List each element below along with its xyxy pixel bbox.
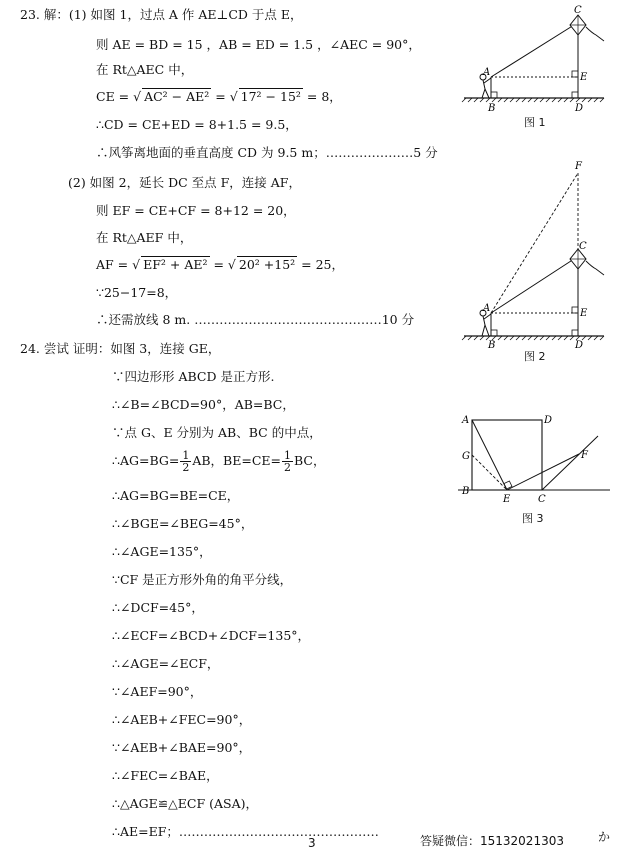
fraction-denominator-2: 2 <box>284 461 291 474</box>
corner-mark: か <box>598 830 611 844</box>
fig2-label-B: B <box>488 340 496 350</box>
fig1-label-B: B <box>488 103 496 114</box>
fig1-label-E: E <box>580 72 588 83</box>
q24-line-18: ∴AE=EF；………………………………………… <box>112 824 379 839</box>
q23-line-1: 23. 解：(1) 如图 1，过点 A 作 AE⊥CD 于点 E， <box>20 7 303 22</box>
q23-line-4: CE = √ AC² − AE² = √ 17² − 15² = 8， <box>96 89 342 104</box>
q23-line-10-lhs: AF = <box>96 257 133 272</box>
fig2-label-D: D <box>575 340 584 350</box>
q24-line-3: ∴∠B=∠BCD=90°，AB=BC， <box>112 397 295 412</box>
fraction-denominator: 2 <box>182 461 190 474</box>
q24-line-5-part-c: BC， <box>294 453 326 468</box>
fig3-label-D: D <box>544 415 553 426</box>
fig3-label-C: C <box>538 494 546 505</box>
q24-line-10: ∴∠DCF=45°， <box>112 600 204 615</box>
q24-line-1: 24. 尝试 证明：如图 3，连接 GE， <box>20 341 221 356</box>
q23-line-12: ∴还需放线 8 m. ………………………………………10 分 <box>96 312 415 327</box>
q23-line-11: ∵25−17=8， <box>96 285 178 300</box>
fig2-label-E: E <box>580 308 588 319</box>
q24-line-8: ∴∠AGE=135°， <box>112 544 212 559</box>
q23-line-7: (2) 如图 2，延长 DC 至点 F，连接 AF， <box>68 175 301 190</box>
fig2-label-F: F <box>575 161 582 172</box>
q23-line-2: 则 AE = BD = 15 ，AB = ED = 1.5 ，∠AEC = 90°， <box>96 37 421 52</box>
figure-1-caption: 图 1 <box>524 116 546 129</box>
q23-result: = 8， <box>302 89 342 104</box>
q23-eq: = <box>211 89 230 104</box>
q23-line-6: ∴风筝离地面的垂直高度 CD 为 9.5 m；…………………5 分 <box>96 145 438 160</box>
q24-line-11: ∴∠ECF=∠BCD+∠DCF=135°， <box>112 628 311 643</box>
q23-line-8: 则 EF = CE+CF = 8+12 = 20， <box>96 203 296 218</box>
q24-line-17: ∴△AGE≌△ECF (ASA)， <box>112 796 258 811</box>
figure-3-diagram <box>458 410 618 510</box>
fig1-label-C: C <box>574 5 582 16</box>
q23-sqrt-4: 20² +15² <box>238 257 296 272</box>
q24-line-4: ∵点 G、E 分别为 AB、BC 的中点， <box>112 425 322 440</box>
figure-1-diagram <box>458 5 618 130</box>
fraction-half <box>180 450 191 473</box>
page-number: 3 <box>308 836 316 850</box>
q24-line-2: ∵四边形形 ABCD 是正方形. <box>112 369 275 384</box>
fraction-half-2 <box>282 450 293 473</box>
figure-2-diagram <box>458 155 618 350</box>
q24-line-9: ∵CF 是正方形外角的角平分线， <box>112 572 293 587</box>
fig2-label-A: A <box>483 303 491 314</box>
q24-line-15: ∵∠AEB+∠BAE=90°， <box>112 740 252 755</box>
fig3-label-F: F <box>581 450 588 461</box>
q24-line-12: ∴∠AGE=∠ECF， <box>112 656 220 671</box>
fraction-numerator-2: 1 <box>284 449 291 462</box>
q24-line-16: ∴∠FEC=∠BAE， <box>112 768 219 783</box>
q23-line-10: AF = √ EF² + AE² = √ 20² +15² = 25， <box>96 257 344 272</box>
q23-result-2: = 25， <box>297 257 344 272</box>
q23-sqrt-3: EF² + AE² <box>143 257 208 272</box>
q24-line-5 <box>112 450 325 473</box>
fig3-label-B: B <box>462 486 470 497</box>
fig3-label-G: G <box>462 451 470 462</box>
q23-eq-2: = <box>209 257 228 272</box>
contact-info: 答疑微信：15132021303 <box>420 834 564 848</box>
q23-sqrt-2: 17² − 15² <box>240 89 301 104</box>
fig3-label-E: E <box>503 494 511 505</box>
q24-line-13: ∵∠AEF=90°， <box>112 684 203 699</box>
fig3-label-A: A <box>462 415 470 426</box>
q23-line-4-lhs: CE = <box>96 89 134 104</box>
fig1-label-A: A <box>483 67 491 78</box>
q24-line-5-part-b: AB，BE=CE= <box>192 453 281 468</box>
q23-line-5: ∴CD = CE+ED = 8+1.5 = 9.5， <box>96 117 298 132</box>
q24-line-6: ∴AG=BG=BE=CE， <box>112 488 240 503</box>
fig1-label-D: D <box>575 103 584 114</box>
q23-line-3: 在 Rt△AEC 中， <box>96 62 194 77</box>
q24-line-7: ∴∠BGE=∠BEG=45°， <box>112 516 254 531</box>
fraction-numerator: 1 <box>182 449 190 462</box>
figure-2-caption: 图 2 <box>524 350 546 363</box>
q23-sqrt-1: AC² − AE² <box>144 89 210 104</box>
figure-3-caption: 图 3 <box>522 512 544 525</box>
q24-line-5-part-a: ∴AG=BG= <box>112 453 180 468</box>
q23-line-9: 在 Rt△AEF 中， <box>96 230 193 245</box>
fig2-label-C: C <box>579 241 587 252</box>
q24-line-14: ∴∠AEB+∠FEC=90°， <box>112 712 252 727</box>
